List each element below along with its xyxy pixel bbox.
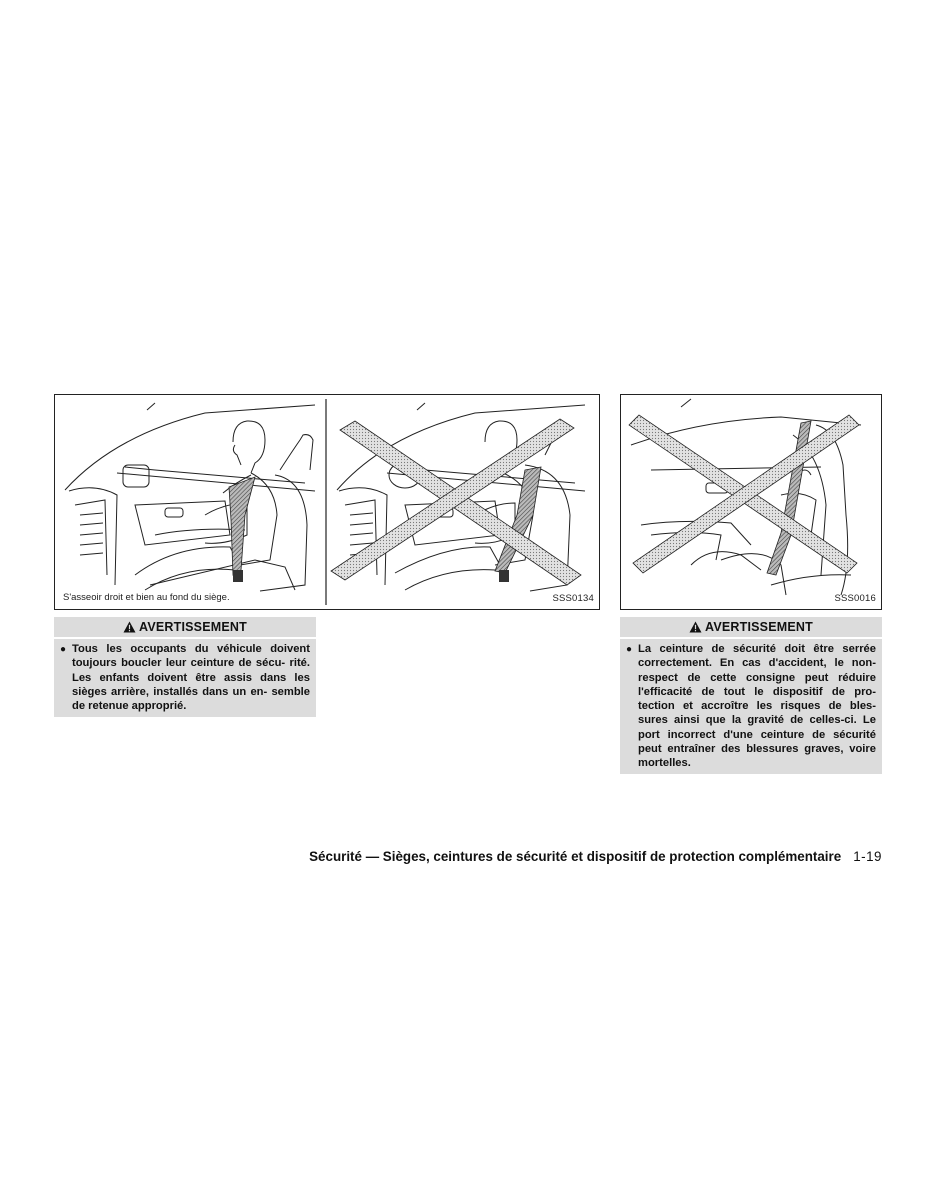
- belt-misuse-illustration: [621, 395, 881, 609]
- warning-panel-right: [620, 617, 882, 774]
- warning-title: AVERTISSEMENT: [705, 620, 813, 634]
- warning-text: La ceinture de sécurité doit être serrée correctement. En cas d'accident, le non- respect de cette consigne peut réduire l'efficacité de tout le dispositif de pro- tection et accroître les risques de bles- sures ainsi que la gravité de celles-ci. Le port incorrect d'une ceinture de sécurité peut entraîner des blessures graves, voire mortelles.: [638, 643, 876, 770]
- seat-belt-buckle: [233, 570, 243, 582]
- warning-header: [620, 617, 882, 639]
- warning-header: [54, 617, 316, 639]
- warning-text: Tous les occupants du véhicule doivent toujours boucler leur ceinture de sécu- rité. Les enfants doivent être assis dans les sièges arrière, installés dans un en- semble de retenue approprié.: [72, 643, 310, 713]
- warning-title: AVERTISSEMENT: [139, 620, 247, 634]
- warning-triangle-icon: [689, 621, 702, 633]
- cross-mark-left: [331, 419, 581, 585]
- warning-body: [620, 639, 882, 771]
- figure-code: SSS0016: [834, 593, 876, 604]
- bullet-icon: ●: [626, 644, 633, 655]
- page-number: 1-19: [853, 849, 882, 864]
- figure-seating-posture: [54, 394, 600, 610]
- figure-caption: S'asseoir droit et bien au fond du siège.: [63, 592, 230, 603]
- warning-body: [54, 639, 316, 713]
- warning-panel-left: [54, 617, 316, 717]
- seat-belt-shoulder: [229, 477, 255, 575]
- seat-belt-shoulder-misuse: [767, 421, 811, 575]
- page-footer: [309, 849, 882, 864]
- warning-triangle-icon: [123, 621, 136, 633]
- bullet-icon: ●: [60, 644, 67, 655]
- seat-belt-buckle-2: [499, 570, 509, 582]
- section-title: Sécurité — Sièges, ceintures de sécurité et dispositif de protection complémentaire: [309, 849, 842, 864]
- seating-illustration: [55, 395, 599, 609]
- figure-code: SSS0134: [552, 593, 594, 604]
- correct-posture-panel: [65, 403, 315, 591]
- figure-belt-misuse: [620, 394, 882, 610]
